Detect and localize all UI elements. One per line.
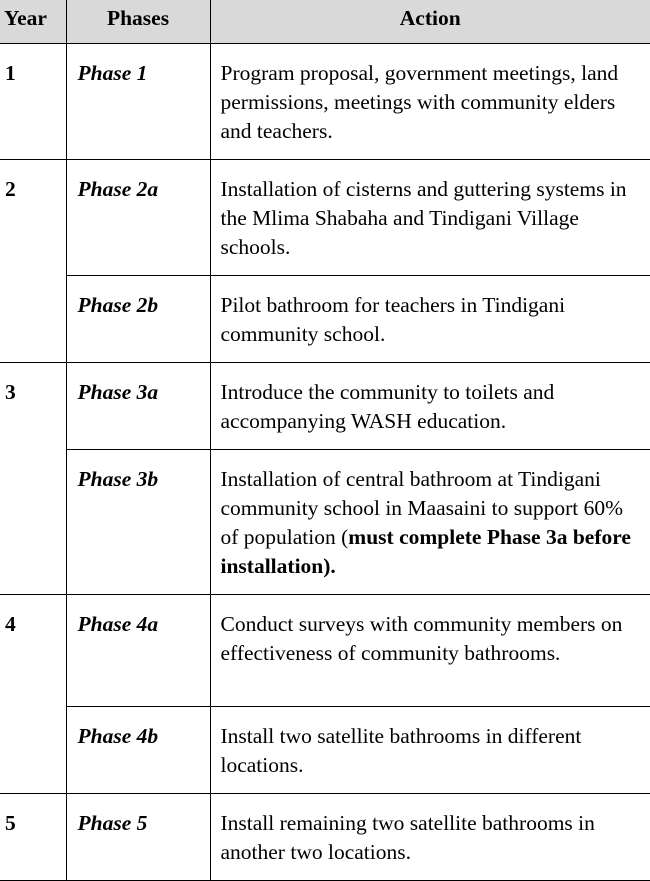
- table-row: [0, 706, 650, 793]
- header-action: Action: [210, 0, 650, 43]
- phase-cell: Phase 2a: [66, 159, 210, 275]
- action-cell: Pilot bathroom for teachers in Tindigani community school.: [210, 275, 650, 362]
- header-row: [0, 0, 650, 43]
- year-cell: 5: [0, 793, 66, 880]
- phase-cell: Phase 5: [66, 793, 210, 880]
- phase-cell: Phase 4a: [66, 594, 210, 706]
- header-year: Year: [0, 0, 66, 43]
- action-text: Installation of central bathroom at Tindigani community school in Maasaini to support 60% of population (: [220, 466, 623, 549]
- table-row: [0, 362, 650, 449]
- year-cell: 3: [0, 362, 66, 594]
- phase-cell: Phase 4b: [66, 706, 210, 793]
- action-cell: [210, 449, 650, 594]
- action-cell: Install remaining two satellite bathrooms in another two locations.: [210, 793, 650, 880]
- action-cell: Install two satellite bathrooms in different locations.: [210, 706, 650, 793]
- action-cell: Introduce the community to toilets and accompanying WASH education.: [210, 362, 650, 449]
- year-cell: 1: [0, 43, 66, 159]
- table-row: [0, 449, 650, 594]
- table-row: [0, 159, 650, 275]
- table-row: [0, 594, 650, 706]
- phase-cell: Phase 3b: [66, 449, 210, 594]
- table-row: [0, 275, 650, 362]
- header-phases: Phases: [66, 0, 210, 43]
- phase-cell: Phase 3a: [66, 362, 210, 449]
- phase-cell: Phase 1: [66, 43, 210, 159]
- action-cell: Program proposal, government meetings, land permissions, meetings with community elders and teachers.: [210, 43, 650, 159]
- action-cell: Installation of cisterns and guttering systems in the Mlima Shabaha and Tindigani Village schools.: [210, 159, 650, 275]
- action-cell: Conduct surveys with community members on effectiveness of community bathrooms.: [210, 594, 650, 706]
- table-row: [0, 793, 650, 880]
- year-cell: 4: [0, 594, 66, 793]
- phase-cell: Phase 2b: [66, 275, 210, 362]
- year-cell: 2: [0, 159, 66, 362]
- table-row: [0, 43, 650, 159]
- action-note-bold: must complete Phase 3a before installation).: [220, 524, 631, 578]
